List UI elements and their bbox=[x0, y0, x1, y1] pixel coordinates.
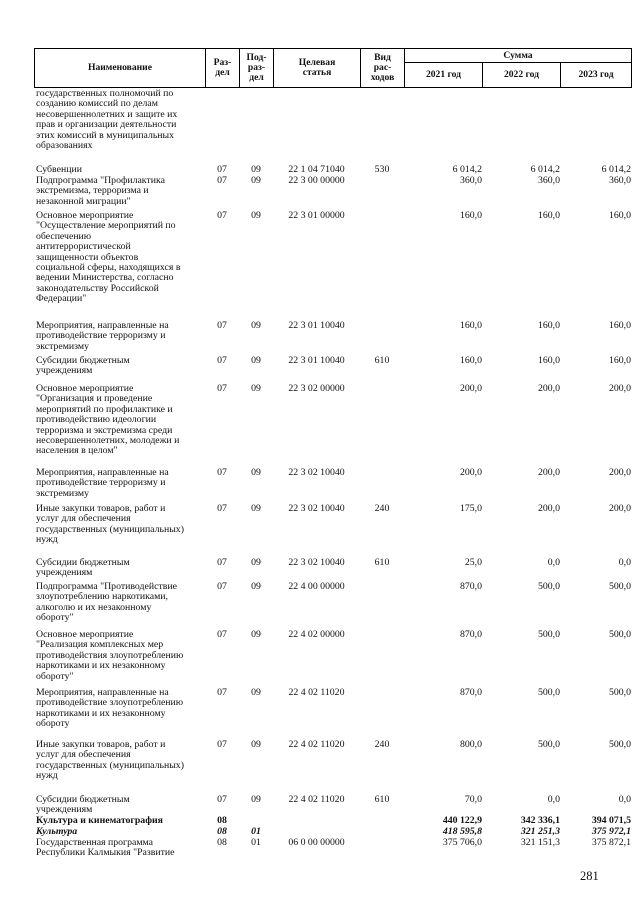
row-celevaya: 22 4 02 11020 bbox=[288, 794, 345, 805]
row-name-line: противодействия злоупотреблению bbox=[36, 649, 184, 661]
row-sum-2021: 175,0 bbox=[459, 503, 482, 514]
row-sum-2022: 500,0 bbox=[537, 687, 560, 698]
row-sum-2022: 500,0 bbox=[537, 629, 560, 640]
row-sum-2021: 160,0 bbox=[459, 210, 482, 221]
row-sum-2023: 0,0 bbox=[618, 557, 631, 568]
header-vid: Вид рас- ходов bbox=[361, 49, 405, 88]
header-2023: 2023 год bbox=[561, 63, 632, 88]
row-podrazdel: 09 bbox=[251, 383, 261, 394]
row-name bbox=[36, 468, 206, 499]
row-celevaya: 22 4 00 00000 bbox=[288, 581, 345, 592]
row-name-line: Субсидии бюджетным bbox=[36, 557, 130, 568]
row-name-line: "Организация и проведение bbox=[36, 393, 153, 405]
row-name bbox=[36, 795, 206, 816]
row-name-line: Субсидии бюджетным bbox=[36, 355, 130, 366]
row-razdel: 08 bbox=[217, 837, 227, 848]
row-name-line: Иные закупки товаров, работ и bbox=[36, 503, 166, 514]
row-vid: 530 bbox=[374, 164, 390, 175]
row-name-line: Республики Калмыкия "Развитие bbox=[36, 847, 175, 859]
table-header bbox=[34, 48, 632, 88]
row-podrazdel: 09 bbox=[251, 739, 261, 750]
row-name-line: антитеррористической bbox=[36, 241, 131, 253]
row-sum-2023: 500,0 bbox=[608, 629, 631, 640]
row-name-line: нужд bbox=[36, 770, 58, 782]
row-name bbox=[36, 582, 206, 624]
row-podrazdel: 09 bbox=[251, 467, 261, 478]
row-name-line: Федерации" bbox=[36, 293, 87, 305]
row-name bbox=[36, 838, 206, 859]
row-sum-2023: 375 972,1 bbox=[591, 826, 631, 837]
header-name: Наименование bbox=[35, 49, 206, 88]
row-sum-2023: 500,0 bbox=[608, 739, 631, 750]
row-name bbox=[36, 630, 206, 682]
row-name-line: Мероприятия, направленные на bbox=[36, 320, 169, 331]
row-razdel: 08 bbox=[217, 815, 227, 826]
row-name bbox=[36, 321, 206, 352]
row-sum-2021: 160,0 bbox=[459, 320, 482, 331]
row-celevaya: 22 4 02 11020 bbox=[288, 687, 345, 698]
row-name-line: Основное мероприятие bbox=[36, 629, 134, 640]
row-name bbox=[36, 211, 206, 305]
row-name-line: образованиях bbox=[36, 140, 93, 152]
row-name bbox=[36, 816, 206, 826]
row-name bbox=[36, 384, 206, 457]
row-podrazdel: 09 bbox=[251, 581, 261, 592]
row-name-line: созданию комиссий по делам bbox=[36, 98, 158, 110]
row-name-line: Основное мероприятие bbox=[36, 210, 134, 221]
row-podrazdel: 09 bbox=[251, 629, 261, 640]
row-name-line: Подпрограмма "Профилактика bbox=[36, 175, 165, 186]
row-podrazdel: 09 bbox=[251, 687, 261, 698]
row-name bbox=[36, 89, 206, 151]
row-name-line: противодействие терроризму и bbox=[36, 477, 166, 489]
row-name-line: ведении Министерства, согласно bbox=[36, 272, 174, 284]
row-sum-2021: 6 014,2 bbox=[452, 164, 482, 175]
row-sum-2022: 0,0 bbox=[547, 794, 560, 805]
row-name-line: противодействию идеологии bbox=[36, 414, 157, 426]
row-name bbox=[36, 356, 206, 377]
row-sum-2022: 200,0 bbox=[537, 383, 560, 394]
header-razdel: Раз- дел bbox=[206, 49, 240, 88]
row-sum-2023: 200,0 bbox=[608, 383, 631, 394]
row-sum-2022: 160,0 bbox=[537, 210, 560, 221]
row-name-line: населения в целом" bbox=[36, 445, 118, 457]
row-razdel: 07 bbox=[217, 629, 227, 640]
row-celevaya: 06 0 00 00000 bbox=[288, 837, 345, 848]
row-name-line: "Осуществление мероприятий по bbox=[36, 220, 176, 232]
page-number: 281 bbox=[580, 869, 599, 883]
row-podrazdel: 09 bbox=[251, 557, 261, 568]
row-podrazdel: 01 bbox=[251, 837, 261, 848]
row-name-line: государственных полномочий по bbox=[36, 88, 174, 99]
row-razdel: 07 bbox=[217, 687, 227, 698]
row-name bbox=[36, 688, 206, 730]
row-name-line: наркотиками и их незаконному bbox=[36, 660, 166, 672]
row-celevaya: 22 3 02 10040 bbox=[288, 503, 345, 514]
row-name-line: Культура и кинематография bbox=[36, 815, 163, 826]
row-name-line: государственных (муниципальных) bbox=[36, 523, 184, 535]
row-name bbox=[36, 740, 206, 782]
row-sum-2022: 360,0 bbox=[537, 175, 560, 186]
row-sum-2021: 200,0 bbox=[459, 383, 482, 394]
row-celevaya: 22 4 02 11020 bbox=[288, 739, 345, 750]
row-name-line: нужд bbox=[36, 534, 58, 546]
row-vid: 610 bbox=[374, 355, 390, 366]
row-name bbox=[36, 558, 206, 579]
row-name bbox=[36, 176, 206, 207]
row-name-line: экстремизму bbox=[36, 487, 89, 499]
header-2022: 2022 год bbox=[483, 63, 561, 88]
row-sum-2023: 200,0 bbox=[608, 503, 631, 514]
row-name-line: экстремизму bbox=[36, 340, 89, 352]
row-name-line: Мероприятия, направленные на bbox=[36, 467, 169, 478]
row-sum-2022: 321 151,3 bbox=[520, 837, 560, 848]
row-name-line: терроризма и экстремизма среди bbox=[36, 424, 173, 436]
row-razdel: 07 bbox=[217, 320, 227, 331]
row-vid: 240 bbox=[374, 503, 390, 514]
row-podrazdel: 09 bbox=[251, 794, 261, 805]
row-name-line: "Реализация комплексных мер bbox=[36, 639, 164, 651]
row-name-line: Мероприятия, направленные на bbox=[36, 687, 169, 698]
row-name-line: противодействие терроризму и bbox=[36, 330, 166, 342]
row-sum-2023: 160,0 bbox=[608, 210, 631, 221]
row-name-line: Субвенции bbox=[36, 164, 82, 175]
row-sum-2022: 321 251,3 bbox=[520, 826, 560, 837]
row-sum-2023: 500,0 bbox=[608, 687, 631, 698]
row-sum-2021: 440 122,9 bbox=[442, 815, 482, 826]
row-sum-2023: 200,0 bbox=[608, 467, 631, 478]
header-celevaya: Целевая статья bbox=[274, 49, 361, 88]
row-sum-2021: 360,0 bbox=[459, 175, 482, 186]
row-celevaya: 22 3 01 10040 bbox=[288, 355, 345, 366]
row-sum-2022: 200,0 bbox=[537, 467, 560, 478]
row-podrazdel: 09 bbox=[251, 175, 261, 186]
row-razdel: 07 bbox=[217, 467, 227, 478]
row-sum-2022: 500,0 bbox=[537, 739, 560, 750]
row-sum-2023: 160,0 bbox=[608, 355, 631, 366]
row-vid: 240 bbox=[374, 739, 390, 750]
row-celevaya: 22 3 00 00000 bbox=[288, 175, 345, 186]
row-name-line: несовершеннолетних, молодежи и bbox=[36, 435, 180, 447]
row-name-line: несовершеннолетних и защите их bbox=[36, 108, 178, 120]
row-sum-2022: 500,0 bbox=[537, 581, 560, 592]
row-name-line: Подпрограмма "Противодействие bbox=[36, 581, 177, 592]
row-razdel: 07 bbox=[217, 164, 227, 175]
row-razdel: 08 bbox=[217, 826, 227, 837]
row-razdel: 07 bbox=[217, 557, 227, 568]
row-celevaya: 22 3 01 10040 bbox=[288, 320, 345, 331]
row-sum-2023: 360,0 bbox=[608, 175, 631, 186]
row-sum-2021: 25,0 bbox=[464, 557, 482, 568]
row-podrazdel: 01 bbox=[251, 826, 261, 837]
row-razdel: 07 bbox=[217, 794, 227, 805]
row-sum-2023: 6 014,2 bbox=[601, 164, 631, 175]
row-name bbox=[36, 827, 206, 837]
row-podrazdel: 09 bbox=[251, 503, 261, 514]
row-sum-2021: 375 706,0 bbox=[442, 837, 482, 848]
row-razdel: 07 bbox=[217, 503, 227, 514]
row-sum-2021: 70,0 bbox=[464, 794, 482, 805]
row-name-line: Основное мероприятие bbox=[36, 383, 134, 394]
row-sum-2022: 200,0 bbox=[537, 503, 560, 514]
row-sum-2021: 160,0 bbox=[459, 355, 482, 366]
row-name-line: противодействие злоупотреблению bbox=[36, 697, 184, 709]
row-razdel: 07 bbox=[217, 581, 227, 592]
row-name bbox=[36, 165, 206, 175]
row-name-line: услуг для обеспечения bbox=[36, 749, 131, 761]
row-name-line: государственных (муниципальных) bbox=[36, 759, 184, 771]
header-podrazdel: Под- раз- дел bbox=[240, 49, 274, 88]
row-sum-2023: 500,0 bbox=[608, 581, 631, 592]
row-name bbox=[36, 504, 206, 546]
row-sum-2023: 394 071,5 bbox=[591, 815, 631, 826]
row-sum-2022: 6 014,2 bbox=[530, 164, 560, 175]
row-razdel: 07 bbox=[217, 210, 227, 221]
row-name-line: учреждениям bbox=[36, 804, 93, 816]
row-name-line: законодательству Российской bbox=[36, 282, 159, 294]
row-name-line: обороту" bbox=[36, 612, 74, 624]
row-razdel: 07 bbox=[217, 739, 227, 750]
row-name-line: обеспечению bbox=[36, 230, 92, 242]
row-name-line: социальной сферы, находящихся в bbox=[36, 262, 181, 274]
header-2021: 2021 год bbox=[405, 63, 483, 88]
row-celevaya: 22 3 02 10040 bbox=[288, 557, 345, 568]
row-name-line: учреждениям bbox=[36, 567, 93, 579]
row-name-line: мероприятий по профилактике и bbox=[36, 403, 173, 415]
row-name-line: Культура bbox=[36, 826, 78, 837]
row-name-line: защищенности объектов bbox=[36, 251, 139, 263]
row-podrazdel: 09 bbox=[251, 210, 261, 221]
row-name-line: Субсидии бюджетным bbox=[36, 794, 130, 805]
row-name-line: учреждениям bbox=[36, 365, 93, 377]
row-celevaya: 22 1 04 71040 bbox=[288, 164, 345, 175]
row-sum-2021: 870,0 bbox=[459, 687, 482, 698]
row-celevaya: 22 3 01 00000 bbox=[288, 210, 345, 221]
row-name-line: обороту bbox=[36, 718, 70, 730]
row-name-line: этих комиссий в муниципальных bbox=[36, 129, 175, 141]
row-name-line: незаконной миграции" bbox=[36, 195, 131, 207]
row-sum-2021: 800,0 bbox=[459, 739, 482, 750]
header-summa: Сумма bbox=[405, 49, 632, 63]
row-sum-2022: 0,0 bbox=[547, 557, 560, 568]
row-name-line: услуг для обеспечения bbox=[36, 513, 131, 525]
row-name-line: алкоголю и их незаконному bbox=[36, 601, 152, 613]
row-name-line: злоупотреблению наркотиками, bbox=[36, 591, 168, 603]
row-name-line: Государственная программа bbox=[36, 837, 153, 848]
row-vid: 610 bbox=[374, 557, 390, 568]
row-celevaya: 22 4 02 00000 bbox=[288, 629, 345, 640]
row-razdel: 07 bbox=[217, 175, 227, 186]
row-name-line: Иные закупки товаров, работ и bbox=[36, 739, 166, 750]
row-sum-2022: 342 336,1 bbox=[520, 815, 560, 826]
row-name-line: наркотиками и их незаконному bbox=[36, 707, 166, 719]
row-razdel: 07 bbox=[217, 355, 227, 366]
row-sum-2023: 0,0 bbox=[618, 794, 631, 805]
row-podrazdel: 09 bbox=[251, 164, 261, 175]
row-sum-2021: 200,0 bbox=[459, 467, 482, 478]
row-vid: 610 bbox=[374, 794, 390, 805]
row-razdel: 07 bbox=[217, 383, 227, 394]
row-celevaya: 22 3 02 00000 bbox=[288, 383, 345, 394]
row-name-line: прав и организации деятельности bbox=[36, 119, 177, 131]
row-sum-2021: 870,0 bbox=[459, 629, 482, 640]
row-sum-2023: 160,0 bbox=[608, 320, 631, 331]
row-celevaya: 22 3 02 10040 bbox=[288, 467, 345, 478]
row-sum-2022: 160,0 bbox=[537, 320, 560, 331]
row-name-line: экстремизма, терроризма и bbox=[36, 185, 149, 197]
row-sum-2021: 870,0 bbox=[459, 581, 482, 592]
row-name-line: обороту" bbox=[36, 670, 74, 682]
row-podrazdel: 09 bbox=[251, 355, 261, 366]
row-sum-2023: 375 872,1 bbox=[591, 837, 631, 848]
row-podrazdel: 09 bbox=[251, 320, 261, 331]
row-sum-2021: 418 595,8 bbox=[442, 826, 482, 837]
row-sum-2022: 160,0 bbox=[537, 355, 560, 366]
